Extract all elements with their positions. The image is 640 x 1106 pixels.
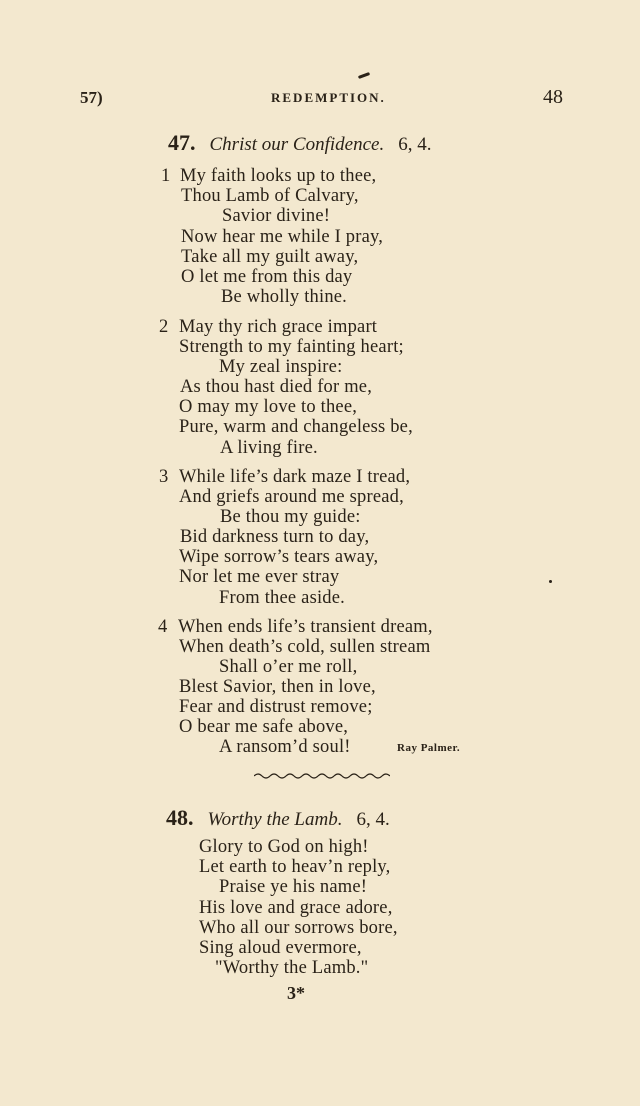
stanza-number: 4 — [158, 617, 168, 637]
verse-line: Glory to God on high! — [199, 837, 369, 857]
hymn-title: Worthy the Lamb. — [207, 809, 343, 830]
verse-line: "Worthy the Lamb." — [215, 958, 369, 978]
verse-line: Bid darkness turn to day, — [180, 527, 370, 547]
verse-line: Nor let me ever stray — [179, 567, 340, 587]
header-left-mark: 57) — [80, 88, 103, 107]
verse-line: While life’s dark maze I tread, — [179, 467, 411, 487]
verse-line: A ransom’d soul! — [219, 737, 351, 757]
verse-line: As thou hast died for me, — [180, 377, 373, 397]
verse-line: Fear and distrust remove; — [179, 697, 373, 717]
verse-line: Strength to my fainting heart; — [179, 337, 404, 357]
verse-line: Thou Lamb of Calvary, — [181, 186, 359, 206]
verse-line: And griefs around me spread, — [179, 487, 404, 507]
hymn-47-heading — [168, 130, 431, 156]
section-divider — [254, 772, 390, 780]
hymn-number: 48. — [166, 805, 194, 830]
verse-line: Blest Savior, then in love, — [179, 677, 376, 697]
verse-line: May thy rich grace impart — [179, 317, 378, 337]
page-number: 48 — [543, 86, 563, 108]
hymn-48-heading — [166, 805, 390, 831]
verse-line: Wipe sorrow’s tears away, — [179, 547, 379, 567]
verse-line: His love and grace adore, — [199, 898, 393, 918]
signature-mark: 3* — [287, 983, 305, 1003]
verse-line: O bear me safe above, — [179, 717, 349, 737]
verse-line: Praise ye his name! — [219, 877, 368, 897]
verse-line: Take all my guilt away, — [181, 247, 359, 267]
ink-speck — [549, 580, 552, 583]
verse-line: When death’s cold, sullen stream — [179, 637, 431, 657]
hymn-number: 47. — [168, 130, 196, 155]
stanza-number: 1 — [161, 166, 171, 186]
verse-line: Pure, warm and changeless be, — [179, 417, 413, 437]
verse-line: Who all our sorrows bore, — [199, 918, 398, 938]
verse-line: O let me from this day — [181, 267, 353, 287]
hymn-meter: 6, 4. — [398, 134, 432, 155]
running-head: REDEMPTION. — [271, 90, 386, 105]
verse-line: O may my love to thee, — [179, 397, 358, 417]
stanza-number: 2 — [159, 317, 169, 337]
verse-line: When ends life’s transient dream, — [178, 617, 433, 637]
verse-line: Now hear me while I pray, — [181, 227, 384, 247]
verse-line: Sing aloud evermore, — [199, 938, 362, 958]
verse-line: Savior divine! — [222, 206, 331, 226]
verse-line: Be wholly thine. — [221, 287, 348, 307]
verse-line: From thee aside. — [219, 588, 345, 608]
verse-line: Shall o’er me roll, — [219, 657, 358, 677]
verse-line: Let earth to heav’n reply, — [199, 857, 391, 877]
hymn-title: Christ our Confidence. — [209, 134, 385, 155]
hymn-meter: 6, 4. — [356, 809, 390, 830]
verse-line: My zeal inspire: — [219, 357, 343, 377]
ink-mark — [358, 72, 370, 79]
verse-line: My faith looks up to thee, — [180, 166, 377, 186]
verse-line: A living fire. — [220, 438, 318, 458]
hymn-author: Ray Palmer. — [397, 742, 461, 754]
verse-line: Be thou my guide: — [220, 507, 361, 527]
stanza-number: 3 — [159, 467, 169, 487]
